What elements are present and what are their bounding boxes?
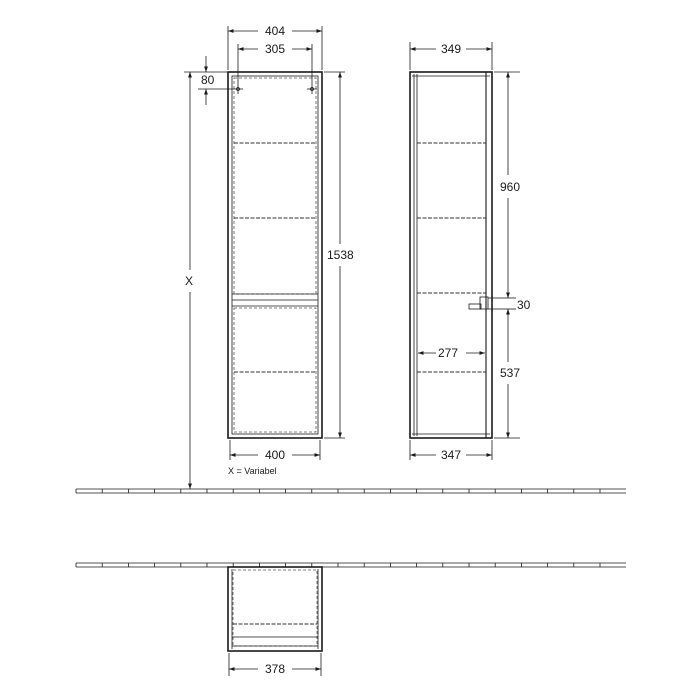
dim-378-label: 378 [264, 662, 286, 676]
dim-404-label: 404 [264, 24, 286, 38]
dim-400-label: 400 [264, 448, 286, 462]
front-view [184, 24, 354, 489]
front-cabinet-inner-frame [232, 76, 318, 434]
dim-347-label: 347 [440, 448, 462, 462]
hanger-mark-left [233, 84, 243, 94]
dim-277-label: 277 [438, 346, 459, 360]
front-lower-door [234, 308, 316, 432]
dim-x-label: X [185, 274, 194, 288]
variable-note: X = Variabel [228, 466, 277, 476]
floor-line-lower [76, 563, 626, 567]
front-upper-door [234, 78, 316, 294]
top-cabinet-inner [233, 570, 317, 646]
wall-bracket [469, 297, 500, 309]
dim-960-label: 960 [500, 180, 521, 194]
dim-80-label: 80 [201, 73, 215, 87]
floor-line-upper [76, 489, 626, 493]
hanger-mark-right [307, 84, 317, 94]
top-cabinet-outline [228, 567, 322, 651]
dim-305-label: 305 [264, 42, 286, 56]
dim-1538-label: 1538 [327, 248, 354, 262]
dim-349-label: 349 [440, 42, 462, 56]
dim-30-label: 30 [517, 298, 531, 312]
front-cabinet-outline [228, 72, 322, 438]
dim-537-label: 537 [500, 366, 521, 380]
top-view [228, 567, 322, 676]
side-cabinet-outline [410, 72, 492, 438]
side-view [410, 42, 531, 462]
